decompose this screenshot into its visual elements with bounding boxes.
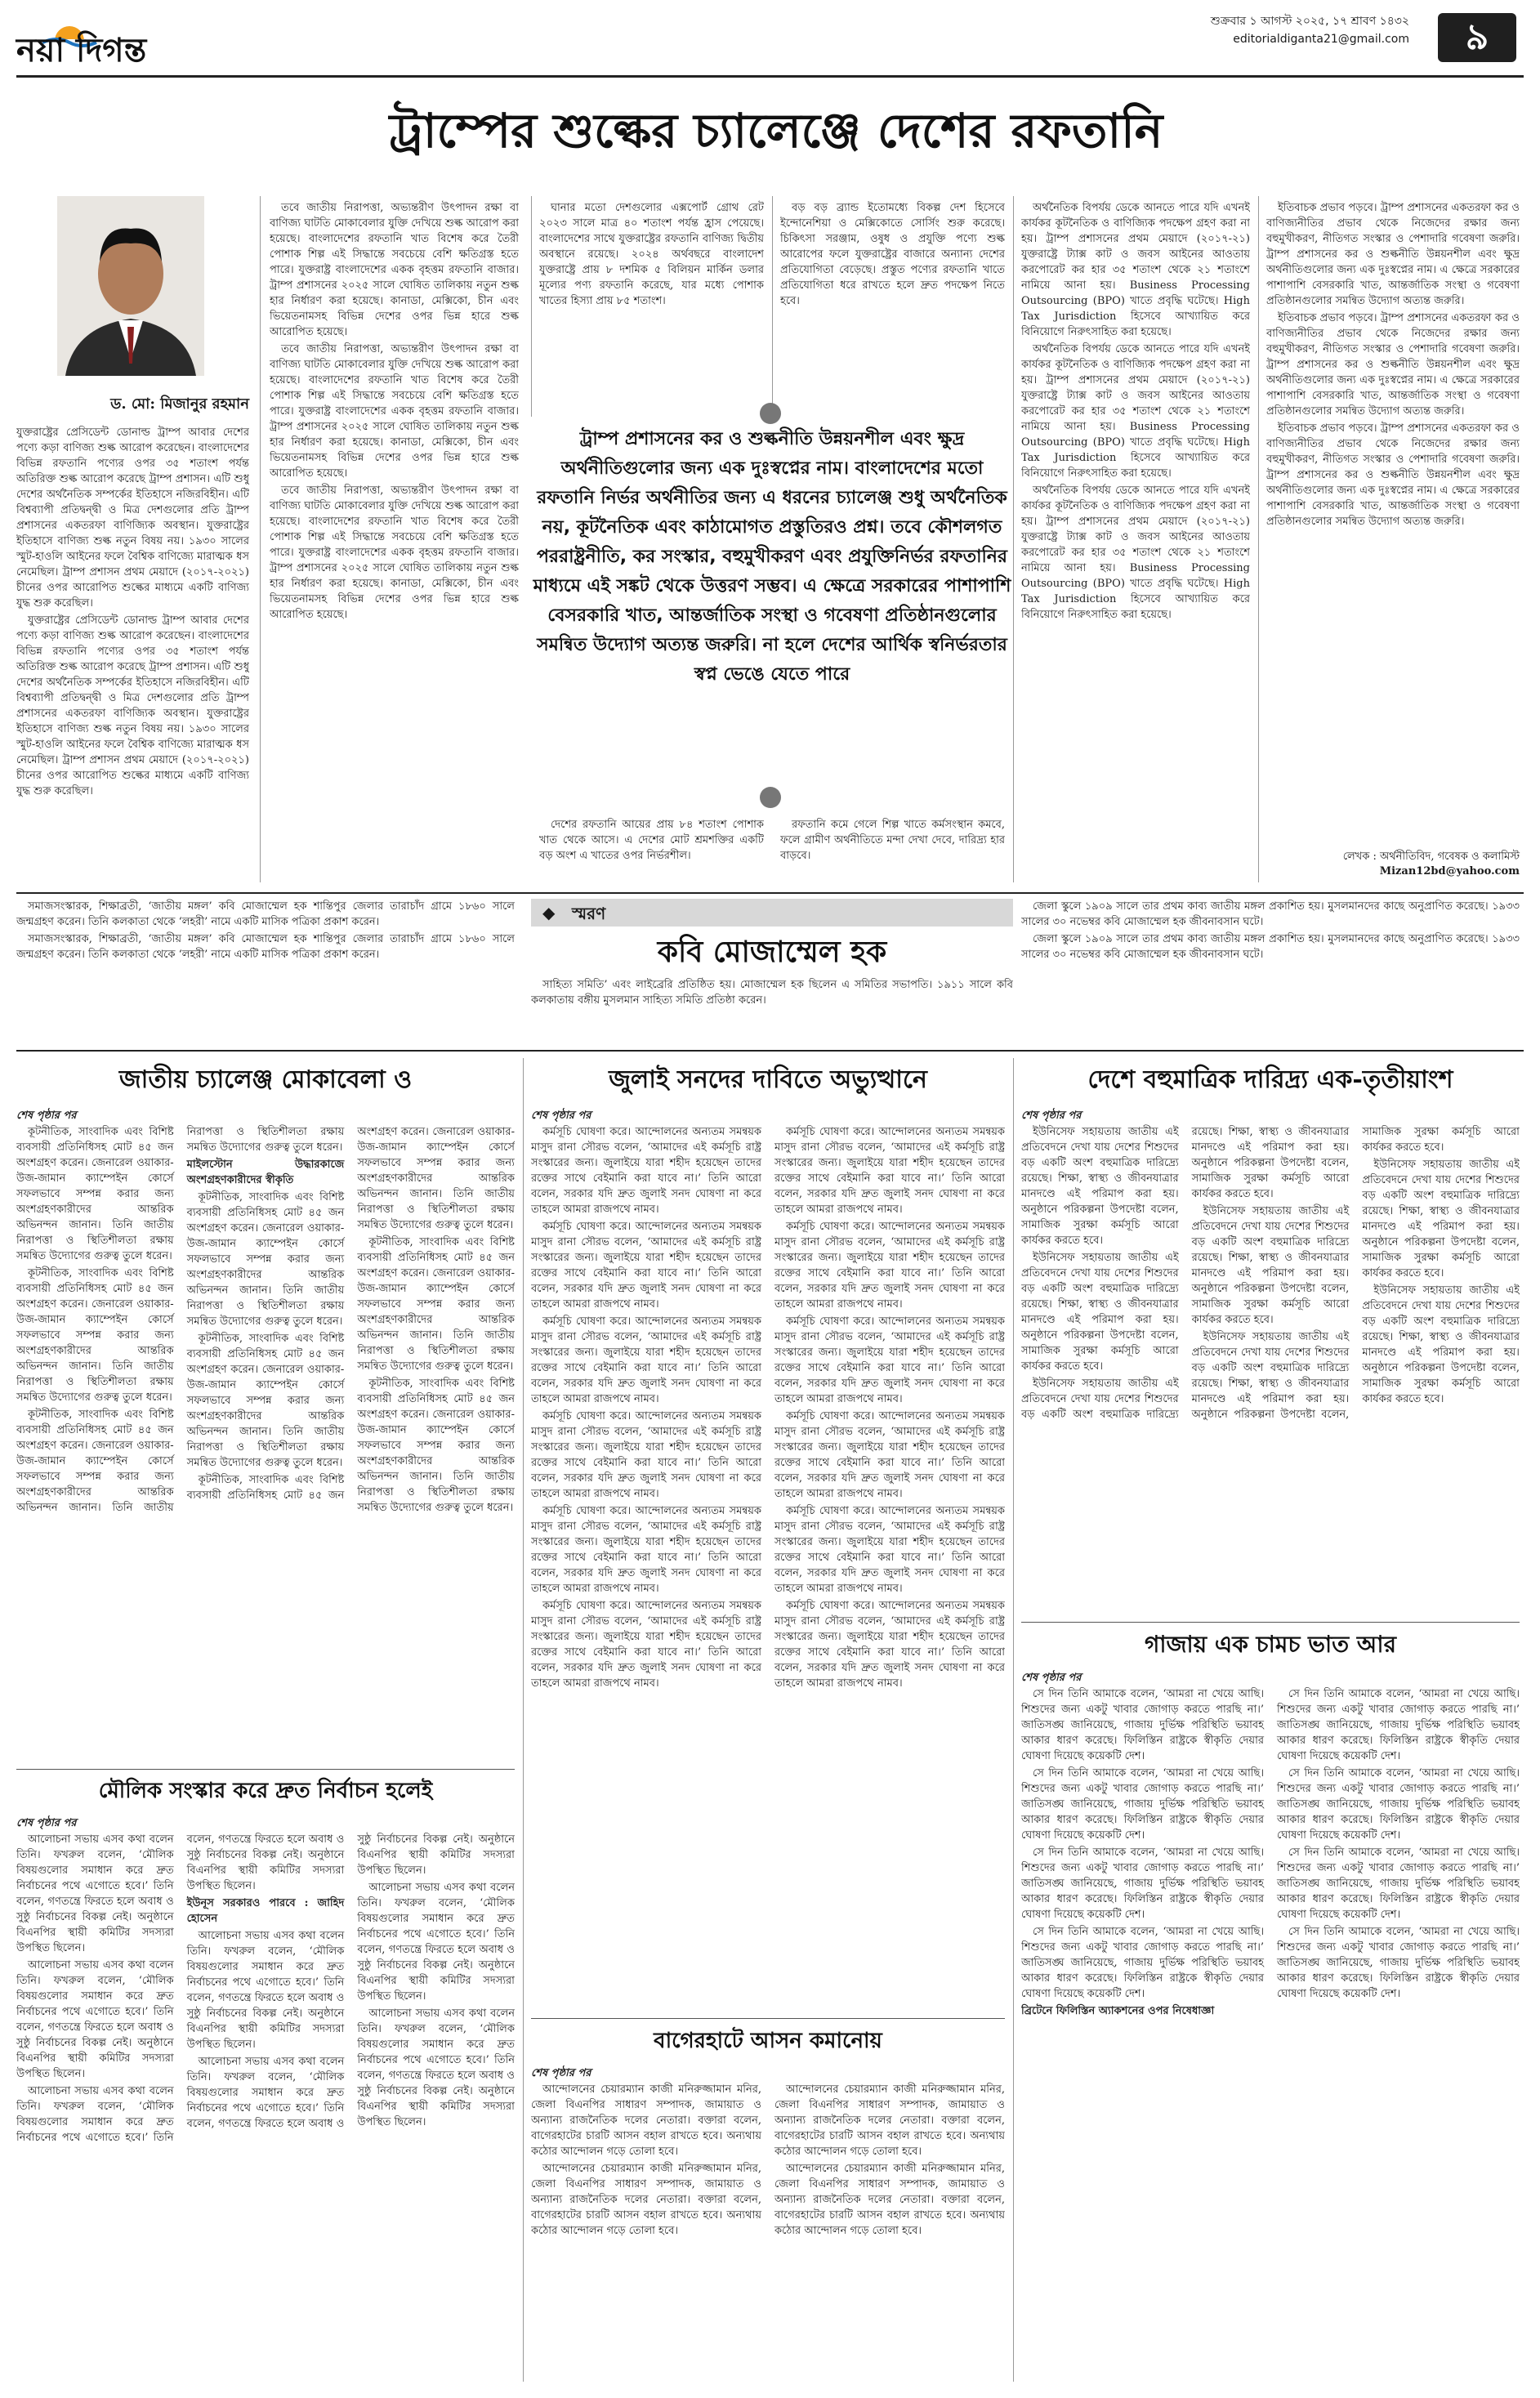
story-para: কূটনীতিক, সাংবাদিক এবং বিশিষ্ট ব্যবসায়ী প্রতিনিধিসহ মোট ৪৫ জন অংশগ্রহণ করেন। জেনারেল ওয়াকার-উজ-জামান ক্যাম্পেইন কোর্সে সফলভাবে সম্পন্ন করার জন্য অংশগ্রহণকারীদের আন্তরিক অভিনন্দন জানান। তিনি জাতীয় নিরাপত্তা ও স্থিতিশীলতা রক্ষায় সমন্বিত উদ্যোগের গুরুত্ব তুলে ধরেন। bbox=[16, 1126, 174, 1262]
author-photo bbox=[57, 196, 204, 376]
story-headline[interactable]: জুলাই সনদের দাবিতে অভ্যুত্থানে bbox=[609, 1065, 927, 1094]
story-para: সে দিন তিনি আমাকে বলেন, ‘আমরা না খেয়ে আছি। শিশুদের জন্য একটু খাবার জোগাড় করতে পারছি না।’ জাতিসঙ্ঘ জানিয়েছে, গাজায় দুর্ভিক্ষ পরিস্থিতি ভয়াবহ আকার ধারণ করেছে। ফিলিস্তিন রাষ্ট্রকে স্বীকৃতি দেয়ার ঘোষণা দিয়েছে কয়েকটি দেশ। bbox=[1021, 1688, 1264, 1762]
story-para: ইউনিসেফ সহায়তায় জাতীয় এই প্রতিবেদনে দেখা যায় দেশের শিশুদের বড় একটি অংশ বহুমাত্রিক দারিদ্র্যে রয়েছে। শিক্ষা, স্বাস্থ্য ও জীবনযাত্রার মানদণ্ডে এই পরিমাপ করা হয়। অনুষ্ঠানে পরিকল্পনা উপদেষ্টা বলেন, সামাজিক সুরক্ষা কর্মসূচি আরো কার্যকর করতে হবে। bbox=[1021, 1126, 1179, 1247]
memorial-left-para: সমাজসংস্কারক, শিক্ষাব্রতী, ‘জাতীয় মঙ্গল’ কবি মোজাম্মেল হক শান্তিপুর জেলার তারাচাঁদ গ্রামে ১৮৬০ সালে জন্মগ্রহণ করেন। তিনি কলকাতা থেকে ‘লহরী’ নামে একটি মাসিক পত্রিকা প্রকাশ করেন। bbox=[16, 900, 515, 928]
pullquote-ornament-bottom bbox=[760, 787, 781, 808]
story-headline[interactable]: গাজায় এক চামচ ভাত আর bbox=[1145, 1631, 1396, 1658]
story-subhead: মাইলস্টোন উদ্ধারকাজে অংশগ্রহণকারীদের স্বীকৃতি bbox=[186, 1159, 345, 1186]
col-divider bbox=[1258, 196, 1259, 882]
story-para: সে দিন তিনি আমাকে বলেন, ‘আমরা না খেয়ে আছি। শিশুদের জন্য একটু খাবার জোগাড় করতে পারছি না।’ জাতিসঙ্ঘ জানিয়েছে, গাজায় দুর্ভিক্ষ পরিস্থিতি ভয়াবহ আকার ধারণ করেছে। ফিলিস্তিন রাষ্ট্রকে স্বীকৃতি দেয়ার ঘোষণা দিয়েছে কয়েকটি দেশ। bbox=[1277, 1847, 1520, 1921]
lead-col1-para: যুক্তরাষ্ট্রের প্রেসিডেন্ট ডোনাল্ড ট্রাম্প আবার দেশের পণ্যে কড়া বাণিজ্য শুল্ক আরোপ করেছেন। বাংলাদেশের বিভিন্ন রফতানি পণ্যের ওপর ৩৫ শতাংশ পর্যন্ত অতিরিক্ত শুল্ক আরোপ করেছে ট্রাম্প প্রশাসন। এটি শুধু দেশের অর্থনৈতিক সম্পর্কের ইতিহাসে নজিরবিহীন। এটি বিশ্বব্যাপী প্রতিদ্বন্দ্বী ও মিত্র দেশগুলোর প্রতি ট্রাম্প প্রশাসনের একতরফা বাণিজ্যিক অবস্থান। যুক্তরাষ্ট্রের ইতিহাসে বাণিজ্য শুল্ক নতুন বিষয় নয়। ১৯৩০ সালের স্মুট-হাওলি আইনের ফলে বৈশ্বিক বাণিজ্যে মারাত্মক ধস নেমেছিল। ট্রাম্প প্রশাসন প্রথম মেয়াদে (২০১৭-২০২১) চীনের ওপর আরোপিত শুল্কের মাধ্যমে একটি বাণিজ্য যুদ্ধ শুরু করেছিল। bbox=[16, 426, 249, 610]
story-para: কর্মসূচি ঘোষণা করে। আন্দোলনের অন্যতম সমন্বয়ক মাসুদ রানা সৌরভ বলেন, ‘আমাদের এই কর্মসূচি রাষ্ট্র সংস্কারের জন্য। জুলাইয়ে যারা শহীদ হয়েছেন তাদের রক্তের সাথে বেইমানি করা যাবে না।’ তিনি আরো বলেন, সরকার যদি দ্রুত জুলাই সনদ ঘোষণা না করে তাহলে আমরা রাজপথে নামব। bbox=[774, 1221, 1005, 1311]
editorial-email[interactable]: editorialdiganta21@gmail.com bbox=[1233, 33, 1409, 46]
story-para: আলোচনা সভায় এসব কথা বলেন তিনি। ফখরুল বলেন, ‘মৌলিক বিষয়গুলোর সমাধান করে দ্রুত নির্বাচনের পথে এগোতে হবে।’ তিনি বলেন, গণতন্ত্রে ফিরতে হলে অবাধ ও সুষ্ঠু নির্বাচনের বিকল্প নেই। অনুষ্ঠানে বিএনপির স্থায়ী কমিটির সদস্যরা উপস্থিত ছিলেন। bbox=[16, 1833, 345, 2144]
story-headline[interactable]: দেশে বহুমাত্রিক দারিদ্র্য এক-তৃতীয়াংশ bbox=[1087, 1065, 1453, 1094]
story-para: আলোচনা সভায় এসব কথা বলেন তিনি। ফখরুল বলেন, ‘মৌলিক বিষয়গুলোর সমাধান করে দ্রুত নির্বাচনের পথে এগোতে হবে।’ তিনি বলেন, গণতন্ত্রে ফিরতে হলে অবাধ ও সুষ্ঠু নির্বাচনের বিকল্প নেই। অনুষ্ঠানে বিএনপির স্থায়ী কমিটির সদস্যরা উপস্থিত ছিলেন। bbox=[186, 1833, 515, 2130]
story-para: কূটনীতিক, সাংবাদিক এবং বিশিষ্ট ব্যবসায়ী প্রতিনিধিসহ মোট ৪৫ জন অংশগ্রহণ করেন। জেনারেল ওয়াকার-উজ-জামান ক্যাম্পেইন কোর্সে সফলভাবে সম্পন্ন করার জন্য অংশগ্রহণকারীদের আন্তরিক অভিনন্দন জানান। তিনি জাতীয় নিরাপত্তা ও স্থিতিশীলতা রক্ষায় সমন্বিত উদ্যোগের গুরুত্ব তুলে ধরেন। bbox=[16, 1126, 345, 1514]
story-para: কূটনীতিক, সাংবাদিক এবং বিশিষ্ট ব্যবসায়ী প্রতিনিধিসহ মোট ৪৫ জন অংশগ্রহণ করেন। জেনারেল ওয়াকার-উজ-জামান ক্যাম্পেইন কোর্সে সফলভাবে সম্পন্ন করার জন্য অংশগ্রহণকারীদের আন্তরিক অভিনন্দন জানান। তিনি জাতীয় নিরাপত্তা ও স্থিতিশীলতা রক্ষায় সমন্বিত উদ্যোগের গুরুত্ব তুলে ধরেন। bbox=[186, 1333, 345, 1469]
col-divider bbox=[1013, 196, 1014, 882]
story-kicker: শেষ পৃষ্ঠার পর bbox=[16, 1817, 77, 1829]
story-para: আলোচনা সভায় এসব কথা বলেন তিনি। ফখরুল বলেন, ‘মৌলিক বিষয়গুলোর সমাধান করে দ্রুত নির্বাচনের পথে এগোতে হবে।’ তিনি বলেন, গণতন্ত্রে ফিরতে হলে অবাধ ও সুষ্ঠু নির্বাচনের বিকল্প নেই। অনুষ্ঠানে বিএনপির স্থায়ী কমিটির সদস্যরা উপস্থিত ছিলেন। bbox=[16, 1833, 174, 1954]
col-divider bbox=[531, 196, 532, 417]
memorial-mid bbox=[531, 977, 1013, 1043]
col-divider bbox=[772, 196, 773, 417]
col-divider bbox=[260, 196, 261, 882]
lead-col4-para: বড় বড় ব্র্যান্ড ইতোমধ্যে বিকল্প দেশ হিসেবে ইন্দোনেশিয়া ও মেক্সিকোতে সোর্সিং শুরু করেছে। চিকিৎসা সরঞ্জাম, ওষুধ ও প্রযুক্তি পণ্যে শুল্ক আরোপের ফলে যুক্তরাষ্ট্রের বাজারে অন্যান্য দেশের প্রতিযোগিতা বেড়েছে। প্রস্তুত পণ্যের রফতানি খাতে প্রতিযোগিতা ধরে রাখতে হলে দ্রুত পদক্ষেপ নিতে হবে। bbox=[780, 202, 1005, 307]
story-body bbox=[16, 1832, 515, 2379]
memorial-bullet-icon: ◆ bbox=[542, 903, 556, 922]
story-body bbox=[531, 2082, 1005, 2380]
story-para: কর্মসূচি ঘোষণা করে। আন্দোলনের অন্যতম সমন্বয়ক মাসুদ রানা সৌরভ বলেন, ‘আমাদের এই কর্মসূচি রাষ্ট্র সংস্কারের জন্য। জুলাইয়ে যারা শহীদ হয়েছেন তাদের রক্তের সাথে বেইমানি করা যাবে না।’ তিনি আরো বলেন, সরকার যদি দ্রুত জুলাই সনদ ঘোষণা না করে তাহলে আমরা রাজপথে নামব। bbox=[774, 1126, 1005, 1216]
lead-below-para: দেশের রফতানি আয়ের প্রায় ৮৪ শতাংশ পোশাক খাত থেকে আসে। এ দেশের মোট শ্রমশক্তির একটি বড় অংশ এ খাতের ওপর নির্ভরশীল। bbox=[539, 819, 764, 862]
story-para: সে দিন তিনি আমাকে বলেন, ‘আমরা না খেয়ে আছি। শিশুদের জন্য একটু খাবার জোগাড় করতে পারছি না।’ জাতিসঙ্ঘ জানিয়েছে, গাজায় দুর্ভিক্ষ পরিস্থিতি ভয়াবহ আকার ধারণ করেছে। ফিলিস্তিন রাষ্ট্রকে স্বীকৃতি দেয়ার ঘোষণা দিয়েছে কয়েকটি দেশ। bbox=[1021, 1926, 1264, 2000]
memorial-right-para: জেলা স্কুলে ১৯০৯ সালে তার প্রথম কাব্য জাতীয় মঙ্গল প্রকাশিত হয়। মুসলমানদের কাছে অনুপ্রাণিত করেছে। ১৯৩৩ সালের ৩০ নভেম্বর কবি মোজাম্মেল হক জীবনাবসান ঘটে। bbox=[1021, 933, 1520, 961]
story-rule bbox=[16, 1769, 515, 1770]
lead-below-1 bbox=[539, 817, 764, 882]
story-para: কর্মসূচি ঘোষণা করে। আন্দোলনের অন্যতম সমন্বয়ক মাসুদ রানা সৌরভ বলেন, ‘আমাদের এই কর্মসূচি রাষ্ট্র সংস্কারের জন্য। জুলাইয়ে যারা শহীদ হয়েছেন তাদের রক্তের সাথে বেইমানি করা যাবে না।’ তিনি আরো বলেন, সরকার যদি দ্রুত জুলাই সনদ ঘোষণা না করে তাহলে আমরা রাজপথে নামব। bbox=[774, 1410, 1005, 1500]
lead-column-2 bbox=[270, 200, 519, 882]
lead-column-3 bbox=[539, 200, 764, 417]
story-para: কর্মসূচি ঘোষণা করে। আন্দোলনের অন্যতম সমন্বয়ক মাসুদ রানা সৌরভ বলেন, ‘আমাদের এই কর্মসূচি রাষ্ট্র সংস্কারের জন্য। জুলাইয়ে যারা শহীদ হয়েছেন তাদের রক্তের সাথে বেইমানি করা যাবে না।’ তিনি আরো বলেন, সরকার যদি দ্রুত জুলাই সনদ ঘোষণা না করে তাহলে আমরা রাজপথে নামব। bbox=[531, 1221, 761, 1311]
story-para: সে দিন তিনি আমাকে বলেন, ‘আমরা না খেয়ে আছি। শিশুদের জন্য একটু খাবার জোগাড় করতে পারছি না।’ জাতিসঙ্ঘ জানিয়েছে, গাজায় দুর্ভিক্ষ পরিস্থিতি ভয়াবহ আকার ধারণ করেছে। ফিলিস্তিন রাষ্ট্রকে স্বীকৃতি দেয়ার ঘোষণা দিয়েছে কয়েকটি দেশ। bbox=[1021, 1847, 1264, 1921]
story-para: কর্মসূচি ঘোষণা করে। আন্দোলনের অন্যতম সমন্বয়ক মাসুদ রানা সৌরভ বলেন, ‘আমাদের এই কর্মসূচি রাষ্ট্র সংস্কারের জন্য। জুলাইয়ে যারা শহীদ হয়েছেন তাদের রক্তের সাথে বেইমানি করা যাবে না।’ তিনি আরো বলেন, সরকার যদি দ্রুত জুলাই সনদ ঘোষণা না করে তাহলে আমরা রাজপথে নামব। bbox=[531, 1126, 761, 1216]
section-rule bbox=[16, 1050, 1524, 1052]
story-para: কূটনীতিক, সাংবাদিক এবং বিশিষ্ট ব্যবসায়ী প্রতিনিধিসহ মোট ৪৫ জন অংশগ্রহণ করেন। জেনারেল ওয়াকার-উজ-জামান ক্যাম্পেইন কোর্সে সফলভাবে সম্পন্ন করার জন্য অংশগ্রহণকারীদের আন্তরিক অভিনন্দন জানান। তিনি জাতীয় নিরাপত্তা ও স্থিতিশীলতা রক্ষায় সমন্বিত উদ্যোগের গুরুত্ব তুলে ধরেন। bbox=[186, 1191, 345, 1328]
lead-col6-para: ইতিবাচক প্রভাব পড়বে। ট্রাম্প প্রশাসনের একতরফা কর ও বাণিজ্যনীতির প্রভাব থেকে নিজেদের রক্ষার জন্য বহুমুখীকরণ, নীতিগত সংস্কার ও পেশাদারি গবেষণা জরুরি। ট্রাম্প প্রশাসনের কর ও শুল্কনীতি উন্নয়নশীল এবং ক্ষুদ্র অর্থনীতিগুলোর জন্য এক দুঃস্বপ্নের নাম। এ ক্ষেত্রে সরকারের পাশাপাশি বেসরকারি খাত, আন্তর্জাতিক সংস্থা ও গবেষণা প্রতিষ্ঠানগুলোর সমন্বিত উদ্যোগ অত্যন্ত জরুরি। bbox=[1266, 312, 1520, 418]
story-para: সে দিন তিনি আমাকে বলেন, ‘আমরা না খেয়ে আছি। শিশুদের জন্য একটু খাবার জোগাড় করতে পারছি না।’ জাতিসঙ্ঘ জানিয়েছে, গাজায় দুর্ভিক্ষ পরিস্থিতি ভয়াবহ আকার ধারণ করেছে। ফিলিস্তিন রাষ্ট্রকে স্বীকৃতি দেয়ার ঘোষণা দিয়েছে কয়েকটি দেশ। bbox=[1277, 1926, 1520, 2000]
story-para: ইউনিসেফ সহায়তায় জাতীয় এই প্রতিবেদনে দেখা যায় দেশের শিশুদের বড় একটি অংশ বহুমাত্রিক দারিদ্র্যে রয়েছে। শিক্ষা, স্বাস্থ্য ও জীবনযাত্রার মানদণ্ডে এই পরিমাপ করা হয়। অনুষ্ঠানে পরিকল্পনা উপদেষ্টা বলেন, সামাজিক সুরক্ষা কর্মসূচি আরো কার্যকর করতে হবে। bbox=[1191, 1126, 1520, 1421]
story-para: আন্দোলনের চেয়ারম্যান কাজী মনিরুজ্জামান মনির, জেলা বিএনপির সাধারণ সম্পাদক, জামায়াত ও অন্যান্য রাজনৈতিক দলের নেতারা। বক্তারা বলেন, বাগেরহাটের চারটি আসন বহাল রাখতে হবে। অন্যথায় কঠোর আন্দোলন গড়ে তোলা হবে। bbox=[531, 2163, 761, 2237]
lead-col1-para: যুক্তরাষ্ট্রের প্রেসিডেন্ট ডোনাল্ড ট্রাম্প আবার দেশের পণ্যে কড়া বাণিজ্য শুল্ক আরোপ করেছেন। বাংলাদেশের বিভিন্ন রফতানি পণ্যের ওপর ৩৫ শতাংশ পর্যন্ত অতিরিক্ত শুল্ক আরোপ করেছে ট্রাম্প প্রশাসন। এটি শুধু দেশের অর্থনৈতিক সম্পর্কের ইতিহাসে নজিরবিহীন। এটি বিশ্বব্যাপী প্রতিদ্বন্দ্বী ও মিত্র দেশগুলোর প্রতি ট্রাম্প প্রশাসনের একতরফা বাণিজ্যিক অবস্থান। যুক্তরাষ্ট্রের ইতিহাসে বাণিজ্য শুল্ক নতুন বিষয় নয়। ১৯৩০ সালের স্মুট-হাওলি আইনের ফলে বৈশ্বিক বাণিজ্যে মারাত্মক ধস নেমেছিল। ট্রাম্প প্রশাসন প্রথম মেয়াদে (২০১৭-২০২১) চীনের ওপর আরোপিত শুল্কের মাধ্যমে একটি বাণিজ্য যুদ্ধ শুরু করেছিল। bbox=[16, 614, 249, 797]
lead-below-2 bbox=[780, 817, 1005, 882]
story-para: কর্মসূচি ঘোষণা করে। আন্দোলনের অন্যতম সমন্বয়ক মাসুদ রানা সৌরভ বলেন, ‘আমাদের এই কর্মসূচি রাষ্ট্র সংস্কারের জন্য। জুলাইয়ে যারা শহীদ হয়েছেন তাদের রক্তের সাথে বেইমানি করা যাবে না।’ তিনি আরো বলেন, সরকার যদি দ্রুত জুলাই সনদ ঘোষণা না করে তাহলে আমরা রাজপথে নামব। bbox=[774, 1315, 1005, 1405]
lead-col5-para: অর্থনৈতিক বিপর্যয় ডেকে আনতে পারে যদি এখনই কার্যকর কূটনৈতিক ও বাণিজ্যিক পদক্ষেপ গ্রহণ করা না হয়। ট্রাম্প প্রশাসনের প্রথম মেয়াদে (২০১৭-২১) যুক্তরাষ্ট্রে ট্যাক্স কাট ও জবস আইনের আওতায় করপোরেট কর হার ৩৫ শতাংশ থেকে ২১ শতাংশে নামিয়ে আনা হয়। Business Processing Outsourcing (BPO) খাতে প্রবৃদ্ধি ঘটেছে। High Tax Jurisdiction হিসেবে আখ্যায়িত করে বিনিয়োগে নিরুৎসাহিত করা হয়েছে। bbox=[1021, 485, 1250, 621]
story-subhead: ব্রিটেনে ফিলিস্তিন অ্যাকশনের ওপর নিষেধাজ্ঞা bbox=[1021, 2005, 1215, 2017]
story-para: সে দিন তিনি আমাকে বলেন, ‘আমরা না খেয়ে আছি। শিশুদের জন্য একটু খাবার জোগাড় করতে পারছি না।’ জাতিসঙ্ঘ জানিয়েছে, গাজায় দুর্ভিক্ষ পরিস্থিতি ভয়াবহ আকার ধারণ করেছে। ফিলিস্তিন রাষ্ট্রকে স্বীকৃতি দেয়ার ঘোষণা দিয়েছে কয়েকটি দেশ। bbox=[1277, 1767, 1520, 1842]
memorial-mid-para: সাহিত্য সমিতি’ এবং লাইব্রেরি প্রতিষ্ঠিত হয়। মোজাম্মেল হক ছিলেন এ সমিতির সভাপতি। ১৯১১ সালে কবি কলকাতায় বঙ্গীয় মুসলমান সাহিত্য সমিতি প্রতিষ্ঠা করেন। bbox=[531, 979, 1013, 1007]
story-para: কর্মসূচি ঘোষণা করে। আন্দোলনের অন্যতম সমন্বয়ক মাসুদ রানা সৌরভ বলেন, ‘আমাদের এই কর্মসূচি রাষ্ট্র সংস্কারের জন্য। জুলাইয়ে যারা শহীদ হয়েছেন তাদের রক্তের সাথে বেইমানি করা যাবে না।’ তিনি আরো বলেন, সরকার যদি দ্রুত জুলাই সনদ ঘোষণা না করে তাহলে আমরা রাজপথে নামব। bbox=[531, 1505, 761, 1595]
masthead-rule bbox=[16, 75, 1524, 78]
col-divider bbox=[1013, 1058, 1014, 2382]
lead-column-6 bbox=[1266, 200, 1520, 846]
story-para: কর্মসূচি ঘোষণা করে। আন্দোলনের অন্যতম সমন্বয়ক মাসুদ রানা সৌরভ বলেন, ‘আমাদের এই কর্মসূচি রাষ্ট্র সংস্কারের জন্য। জুলাইয়ে যারা শহীদ হয়েছেন তাদের রক্তের সাথে বেইমানি করা যাবে না।’ তিনি আরো বলেন, সরকার যদি দ্রুত জুলাই সনদ ঘোষণা না করে তাহলে আমরা রাজপথে নামব। bbox=[531, 1410, 761, 1500]
memorial-headline: কবি মোজাম্মেল হক bbox=[657, 935, 887, 969]
memorial-left-para: সমাজসংস্কারক, শিক্ষাব্রতী, ‘জাতীয় মঙ্গল’ কবি মোজাম্মেল হক শান্তিপুর জেলার তারাচাঁদ গ্রামে ১৮৬০ সালে জন্মগ্রহণ করেন। তিনি কলকাতা থেকে ‘লহরী’ নামে একটি মাসিক পত্রিকা প্রকাশ করেন। bbox=[16, 933, 515, 961]
story-rule bbox=[1021, 1622, 1520, 1623]
issue-date: শুক্রবার ১ আগস্ট ২০২৫, ১৭ শ্রাবণ ১৪৩২ bbox=[1210, 15, 1409, 28]
story-para: আলোচনা সভায় এসব কথা বলেন তিনি। ফখরুল বলেন, ‘মৌলিক বিষয়গুলোর সমাধান করে দ্রুত নির্বাচনের পথে এগোতে হবে।’ তিনি বলেন, গণতন্ত্রে ফিরতে হলে অবাধ ও সুষ্ঠু নির্বাচনের বিকল্প নেই। অনুষ্ঠানে বিএনপির স্থায়ী কমিটির সদস্যরা উপস্থিত ছিলেন। bbox=[16, 1959, 174, 2080]
story-headline[interactable]: বাগেরহাটে আসন কমানোয় bbox=[654, 2029, 882, 2053]
memorial-label-bar bbox=[531, 899, 1013, 927]
page-number: ৯ bbox=[1465, 16, 1489, 58]
lead-column-1 bbox=[16, 425, 249, 882]
story-para: সে দিন তিনি আমাকে বলেন, ‘আমরা না খেয়ে আছি। শিশুদের জন্য একটু খাবার জোগাড় করতে পারছি না।’ জাতিসঙ্ঘ জানিয়েছে, গাজায় দুর্ভিক্ষ পরিস্থিতি ভয়াবহ আকার ধারণ করেছে। ফিলিস্তিন রাষ্ট্রকে স্বীকৃতি দেয়ার ঘোষণা দিয়েছে কয়েকটি দেশ। bbox=[1021, 1767, 1264, 1842]
pullquote-text: ট্রাম্প প্রশাসনের কর ও শুল্কনীতি উন্নয়নশীল এবং ক্ষুদ্র অর্থনীতিগুলোর জন্য এক দুঃস্বপ্নের নাম। বাংলাদেশের মতো রফতানি নির্ভর অর্থনীতির জন্য এ ধরনের চ্যালেঞ্জ শুধু অর্থনৈতিক নয়, কূটনৈতিক এবং কাঠামোগত প্রস্তুতিরও প্রশ্ন। তবে কৌশলগত পররাষ্ট্রনীতি, কর সংস্কার, বহুমুখীকরণ এবং প্রযুক্তিনির্ভর রফতানির মাধ্যমে এই সঙ্কট থেকে উত্তরণ সম্ভব। এ ক্ষেত্রে সরকারের পাশাপাশি বেসরকারি খাত, আন্তর্জাতিক সংস্থা ও গবেষণা প্রতিষ্ঠানগুলোর সমন্বিত উদ্যোগ অত্যন্ত জরুরি। না হলে দেশের আর্থিক স্বনির্ভরতার স্বপ্ন ভেঙে যেতে পারে bbox=[533, 429, 1011, 685]
lead-col2-para: তবে জাতীয় নিরাপত্তা, অভ্যন্তরীণ উৎপাদন রক্ষা বা বাণিজ্য ঘাটতি মোকাবেলার যুক্তি দেখিয়ে শুল্ক আরোপ করা হয়েছে। বাংলাদেশের রফতানি খাত বিশেষ করে তৈরী পোশাক শিল্প এই সিদ্ধান্তে সবচেয়ে বেশি ক্ষতিগ্রস্ত হতে পারে। যুক্তরাষ্ট্র বাংলাদেশের একক বৃহত্তম রফতানি বাজার। ট্রাম্প প্রশাসনের ২০২৫ সালে ঘোষিত তালিকায় নতুন শুল্ক হার নির্ধারণ করা হয়েছে। কানাডা, মেক্সিকো, চীন এবং ভিয়েতনামসহ বিভিন্ন দেশের ওপর ভিন্ন হারে শুল্ক আরোপিত হয়েছে। bbox=[270, 202, 519, 338]
newspaper-logo[interactable] bbox=[16, 15, 286, 69]
story-para: কূটনীতিক, সাংবাদিক এবং বিশিষ্ট ব্যবসায়ী প্রতিনিধিসহ মোট ৪৫ জন অংশগ্রহণ করেন। জেনারেল ওয়াকার-উজ-জামান ক্যাম্পেইন কোর্সে সফলভাবে সম্পন্ন করার জন্য অংশগ্রহণকারীদের আন্তরিক অভিনন্দন জানান। তিনি জাতীয় নিরাপত্তা ও স্থিতিশীলতা রক্ষায় সমন্বিত উদ্যোগের গুরুত্ব তুলে ধরেন। bbox=[357, 1236, 515, 1373]
story-para: ইউনিসেফ সহায়তায় জাতীয় এই প্রতিবেদনে দেখা যায় দেশের শিশুদের বড় একটি অংশ বহুমাত্রিক দারিদ্র্যে রয়েছে। শিক্ষা, স্বাস্থ্য ও জীবনযাত্রার মানদণ্ডে এই পরিমাপ করা হয়। অনুষ্ঠানে পরিকল্পনা উপদেষ্টা বলেন, সামাজিক সুরক্ষা কর্মসূচি আরো কার্যকর করতে হবে। bbox=[1362, 1159, 1520, 1279]
story-kicker: শেষ পৃষ্ঠার পর bbox=[531, 2067, 591, 2079]
author-portrait-icon bbox=[57, 196, 204, 376]
memorial-box bbox=[531, 899, 1013, 1044]
story-para: কূটনীতিক, সাংবাদিক এবং বিশিষ্ট ব্যবসায়ী প্রতিনিধিসহ মোট ৪৫ জন অংশগ্রহণ করেন। জেনারেল ওয়াকার-উজ-জামান ক্যাম্পেইন কোর্সে সফলভাবে সম্পন্ন করার জন্য অংশগ্রহণকারীদের আন্তরিক অভিনন্দন জানান। তিনি জাতীয় নিরাপত্তা ও স্থিতিশীলতা রক্ষায় সমন্বিত উদ্যোগের গুরুত্ব তুলে ধরেন। bbox=[186, 1126, 515, 1502]
story-subhead: ইউনূস সরকারও পারবে : জাহিদ হোসেন bbox=[186, 1897, 345, 1925]
lead-col6-para: ইতিবাচক প্রভাব পড়বে। ট্রাম্প প্রশাসনের একতরফা কর ও বাণিজ্যনীতির প্রভাব থেকে নিজেদের রক্ষার জন্য বহুমুখীকরণ, নীতিগত সংস্কার ও পেশাদারি গবেষণা জরুরি। ট্রাম্প প্রশাসনের কর ও শুল্কনীতি উন্নয়নশীল এবং ক্ষুদ্র অর্থনীতিগুলোর জন্য এক দুঃস্বপ্নের নাম। এ ক্ষেত্রে সরকারের পাশাপাশি বেসরকারি খাত, আন্তর্জাতিক সংস্থা ও গবেষণা প্রতিষ্ঠানগুলোর সমন্বিত উদ্যোগ অত্যন্ত জরুরি। bbox=[1266, 422, 1520, 528]
story-para: আন্দোলনের চেয়ারম্যান কাজী মনিরুজ্জামান মনির, জেলা বিএনপির সাধারণ সম্পাদক, জামায়াত ও অন্যান্য রাজনৈতিক দলের নেতারা। বক্তারা বলেন, বাগেরহাটের চারটি আসন বহাল রাখতে হবে। অন্যথায় কঠোর আন্দোলন গড়ে তোলা হবে। bbox=[774, 2083, 1005, 2158]
signoff-role: লেখক : অর্থনীতিবিদ, গবেষক ও কলামিস্ট bbox=[1342, 851, 1520, 863]
page-number-badge bbox=[1438, 13, 1516, 62]
lead-column-4 bbox=[780, 200, 1005, 417]
story-rule bbox=[531, 2018, 1005, 2019]
story-body bbox=[16, 1124, 515, 1762]
section-rule bbox=[16, 892, 1524, 894]
story-para: সে দিন তিনি আমাকে বলেন, ‘আমরা না খেয়ে আছি। শিশুদের জন্য একটু খাবার জোগাড় করতে পারছি না।’ জাতিসঙ্ঘ জানিয়েছে, গাজায় দুর্ভিক্ষ পরিস্থিতি ভয়াবহ আকার ধারণ করেছে। ফিলিস্তিন রাষ্ট্রকে স্বীকৃতি দেয়ার ঘোষণা দিয়েছে কয়েকটি দেশ। bbox=[1277, 1688, 1520, 1762]
story-body bbox=[1021, 1124, 1520, 1614]
story-para: ইউনিসেফ সহায়তায় জাতীয় এই প্রতিবেদনে দেখা যায় দেশের শিশুদের বড় একটি অংশ বহুমাত্রিক দারিদ্র্যে রয়েছে। শিক্ষা, স্বাস্থ্য ও জীবনযাত্রার মানদণ্ডে এই পরিমাপ করা হয়। অনুষ্ঠানে পরিকল্পনা উপদেষ্টা বলেন, সামাজিক সুরক্ষা কর্মসূচি আরো কার্যকর করতে হবে। bbox=[1021, 1252, 1179, 1373]
memorial-section-label: স্মরণ bbox=[572, 904, 606, 923]
author-byline: ড. মো: মিজানুর রহমান bbox=[110, 395, 249, 413]
lead-col5-para: অর্থনৈতিক বিপর্যয় ডেকে আনতে পারে যদি এখনই কার্যকর কূটনৈতিক ও বাণিজ্যিক পদক্ষেপ গ্রহণ করা না হয়। ট্রাম্প প্রশাসনের প্রথম মেয়াদে (২০১৭-২১) যুক্তরাষ্ট্রে ট্যাক্স কাট ও জবস আইনের আওতায় করপোরেট কর হার ৩৫ শতাংশ থেকে ২১ শতাংশে নামিয়ে আনা হয়। Business Processing Outsourcing (BPO) খাতে প্রবৃদ্ধি ঘটেছে। High Tax Jurisdiction হিসেবে আখ্যায়িত করে বিনিয়োগে নিরুৎসাহিত করা হয়েছে। bbox=[1021, 202, 1250, 338]
story-para: আন্দোলনের চেয়ারম্যান কাজী মনিরুজ্জামান মনির, জেলা বিএনপির সাধারণ সম্পাদক, জামায়াত ও অন্যান্য রাজনৈতিক দলের নেতারা। বক্তারা বলেন, বাগেরহাটের চারটি আসন বহাল রাখতে হবে। অন্যথায় কঠোর আন্দোলন গড়ে তোলা হবে। bbox=[531, 2083, 761, 2158]
story-para: কর্মসূচি ঘোষণা করে। আন্দোলনের অন্যতম সমন্বয়ক মাসুদ রানা সৌরভ বলেন, ‘আমাদের এই কর্মসূচি রাষ্ট্র সংস্কারের জন্য। জুলাইয়ে যারা শহীদ হয়েছেন তাদের রক্তের সাথে বেইমানি করা যাবে না।’ তিনি আরো বলেন, সরকার যদি দ্রুত জুলাই সনদ ঘোষণা না করে তাহলে আমরা রাজপথে নামব। bbox=[531, 1600, 761, 1690]
story-kicker: শেষ পৃষ্ঠার পর bbox=[531, 1110, 591, 1122]
story-para: ইউনিসেফ সহায়তায় জাতীয় এই প্রতিবেদনে দেখা যায় দেশের শিশুদের বড় একটি অংশ বহুমাত্রিক দারিদ্র্যে রয়েছে। শিক্ষা, স্বাস্থ্য ও জীবনযাত্রার মানদণ্ডে এই পরিমাপ করা হয়। অনুষ্ঠানে পরিকল্পনা উপদেষ্টা বলেন, সামাজিক সুরক্ষা কর্মসূচি আরো কার্যকর করতে হবে। bbox=[1021, 1126, 1350, 1421]
story-headline[interactable]: জাতীয় চ্যালেঞ্জ মোকাবেলা ও bbox=[118, 1065, 413, 1094]
story-body bbox=[531, 1124, 1005, 2015]
lead-headline: ট্রাম্পের শুল্কের চ্যালেঞ্জে দেশের রফতানি bbox=[389, 103, 1163, 159]
col-divider bbox=[523, 1058, 524, 2382]
pullquote-ornament-top bbox=[760, 403, 781, 424]
signoff-email[interactable]: Mizan12bd@yahoo.com bbox=[1379, 865, 1520, 877]
lead-signoff bbox=[1266, 850, 1520, 879]
lead-col6-para: ইতিবাচক প্রভাব পড়বে। ট্রাম্প প্রশাসনের একতরফা কর ও বাণিজ্যনীতির প্রভাব থেকে নিজেদের রক্ষার জন্য বহুমুখীকরণ, নীতিগত সংস্কার ও পেশাদারি গবেষণা জরুরি। ট্রাম্প প্রশাসনের কর ও শুল্কনীতি উন্নয়নশীল এবং ক্ষুদ্র অর্থনীতিগুলোর জন্য এক দুঃস্বপ্নের নাম। এ ক্ষেত্রে সরকারের পাশাপাশি বেসরকারি খাত, আন্তর্জাতিক সংস্থা ও গবেষণা প্রতিষ্ঠানগুলোর সমন্বিত উদ্যোগ অত্যন্ত জরুরি। bbox=[1266, 202, 1520, 307]
story-kicker: শেষ পৃষ্ঠার পর bbox=[1021, 1672, 1082, 1684]
story-para: আলোচনা সভায় এসব কথা বলেন তিনি। ফখরুল বলেন, ‘মৌলিক বিষয়গুলোর সমাধান করে দ্রুত নির্বাচনের পথে এগোতে হবে।’ তিনি বলেন, গণতন্ত্রে ফিরতে হলে অবাধ ও সুষ্ঠু নির্বাচনের বিকল্প নেই। অনুষ্ঠানে বিএনপির স্থায়ী কমিটির সদস্যরা উপস্থিত ছিলেন। bbox=[357, 2007, 515, 2128]
story-para: কূটনীতিক, সাংবাদিক এবং বিশিষ্ট ব্যবসায়ী প্রতিনিধিসহ মোট ৪৫ জন অংশগ্রহণ করেন। জেনারেল ওয়াকার-উজ-জামান ক্যাম্পেইন কোর্সে সফলভাবে সম্পন্ন করার জন্য অংশগ্রহণকারীদের আন্তরিক অভিনন্দন জানান। তিনি জাতীয় নিরাপত্তা ও স্থিতিশীলতা রক্ষায় সমন্বিত উদ্যোগের গুরুত্ব তুলে ধরেন। bbox=[357, 1378, 515, 1514]
masthead bbox=[0, 0, 1540, 72]
lead-col2-para: তবে জাতীয় নিরাপত্তা, অভ্যন্তরীণ উৎপাদন রক্ষা বা বাণিজ্য ঘাটতি মোকাবেলার যুক্তি দেখিয়ে শুল্ক আরোপ করা হয়েছে। বাংলাদেশের রফতানি খাত বিশেষ করে তৈরী পোশাক শিল্প এই সিদ্ধান্তে সবচেয়ে বেশি ক্ষতিগ্রস্ত হতে পারে। যুক্তরাষ্ট্র বাংলাদেশের একক বৃহত্তম রফতানি বাজার। ট্রাম্প প্রশাসনের ২০২৫ সালে ঘোষিত তালিকায় নতুন শুল্ক হার নির্ধারণ করা হয়েছে। কানাডা, মেক্সিকো, চীন এবং ভিয়েতনামসহ বিভিন্ন দেশের ওপর ভিন্ন হারে শুল্ক আরোপিত হয়েছে। bbox=[270, 343, 519, 480]
lead-col3-para: ঘানার মতো দেশগুলোর এক্সপোর্ট গ্রোথ রেট ২০২৩ সালে মাত্র ৪০ শতাংশ পর্যন্ত হ্রাস পেয়েছে। বাংলাদেশের সাথে যুক্তরাষ্ট্রের রফতানি বাণিজ্য দ্বিতীয় অবস্থানে রয়েছে। ২০২৪ অর্থবছরে বাংলাদেশ যুক্তরাষ্ট্রে প্রায় ৮ দশমিক ৫ বিলিয়ন মার্কিন ডলার মূল্যের পণ্য রফতানি করেছে, যার মধ্যে পোশাক খাতের হিস্যা প্রায় ৮৫ শতাংশ। bbox=[539, 202, 764, 307]
story-para: কর্মসূচি ঘোষণা করে। আন্দোলনের অন্যতম সমন্বয়ক মাসুদ রানা সৌরভ বলেন, ‘আমাদের এই কর্মসূচি রাষ্ট্র সংস্কারের জন্য। জুলাইয়ে যারা শহীদ হয়েছেন তাদের রক্তের সাথে বেইমানি করা যাবে না।’ তিনি আরো বলেন, সরকার যদি দ্রুত জুলাই সনদ ঘোষণা না করে তাহলে আমরা রাজপথে নামব। bbox=[774, 1505, 1005, 1595]
newspaper-title: নয়া দিগন্ত bbox=[16, 31, 147, 69]
memorial-right-para: জেলা স্কুলে ১৯০৯ সালে তার প্রথম কাব্য জাতীয় মঙ্গল প্রকাশিত হয়। মুসলমানদের কাছে অনুপ্রাণিত করেছে। ১৯৩৩ সালের ৩০ নভেম্বর কবি মোজাম্মেল হক জীবনাবসান ঘটে। bbox=[1021, 900, 1520, 928]
story-para: আলোচনা সভায় এসব কথা বলেন তিনি। ফখরুল বলেন, ‘মৌলিক বিষয়গুলোর সমাধান করে দ্রুত নির্বাচনের পথে এগোতে হবে।’ তিনি বলেন, গণতন্ত্রে ফিরতে হলে অবাধ ও সুষ্ঠু নির্বাচনের বিকল্প নেই। অনুষ্ঠানে বিএনপির স্থায়ী কমিটির সদস্যরা উপস্থিত ছিলেন। bbox=[357, 1882, 515, 2003]
story-para: কর্মসূচি ঘোষণা করে। আন্দোলনের অন্যতম সমন্বয়ক মাসুদ রানা সৌরভ বলেন, ‘আমাদের এই কর্মসূচি রাষ্ট্র সংস্কারের জন্য। জুলাইয়ে যারা শহীদ হয়েছেন তাদের রক্তের সাথে বেইমানি করা যাবে না।’ তিনি আরো বলেন, সরকার যদি দ্রুত জুলাই সনদ ঘোষণা না করে তাহলে আমরা রাজপথে নামব। bbox=[774, 1600, 1005, 1690]
story-para: আন্দোলনের চেয়ারম্যান কাজী মনিরুজ্জামান মনির, জেলা বিএনপির সাধারণ সম্পাদক, জামায়াত ও অন্যান্য রাজনৈতিক দলের নেতারা। বক্তারা বলেন, বাগেরহাটের চারটি আসন বহাল রাখতে হবে। অন্যথায় কঠোর আন্দোলন গড়ে তোলা হবে। bbox=[774, 2163, 1005, 2237]
story-kicker: শেষ পৃষ্ঠার পর bbox=[16, 1110, 77, 1122]
pullquote bbox=[531, 425, 1013, 784]
story-para: কর্মসূচি ঘোষণা করে। আন্দোলনের অন্যতম সমন্বয়ক মাসুদ রানা সৌরভ বলেন, ‘আমাদের এই কর্মসূচি রাষ্ট্র সংস্কারের জন্য। জুলাইয়ে যারা শহীদ হয়েছেন তাদের রক্তের সাথে বেইমানি করা যাবে না।’ তিনি আরো বলেন, সরকার যদি দ্রুত জুলাই সনদ ঘোষণা না করে তাহলে আমরা রাজপথে নামব। bbox=[531, 1315, 761, 1405]
story-body bbox=[1021, 1686, 1520, 2379]
story-para: কূটনীতিক, সাংবাদিক এবং বিশিষ্ট ব্যবসায়ী প্রতিনিধিসহ মোট ৪৫ জন অংশগ্রহণ করেন। জেনারেল ওয়াকার-উজ-জামান ক্যাম্পেইন কোর্সে সফলভাবে সম্পন্ন করার জন্য অংশগ্রহণকারীদের আন্তরিক অভিনন্দন জানান। তিনি জাতীয় নিরাপত্তা ও স্থিতিশীলতা রক্ষায় সমন্বিত উদ্যোগের গুরুত্ব তুলে ধরেন। bbox=[16, 1267, 174, 1404]
memorial-right bbox=[1021, 899, 1520, 1044]
lead-col5-para: অর্থনৈতিক বিপর্যয় ডেকে আনতে পারে যদি এখনই কার্যকর কূটনৈতিক ও বাণিজ্যিক পদক্ষেপ গ্রহণ করা না হয়। ট্রাম্প প্রশাসনের প্রথম মেয়াদে (২০১৭-২১) যুক্তরাষ্ট্রে ট্যাক্স কাট ও জবস আইনের আওতায় করপোরেট কর হার ৩৫ শতাংশ থেকে ২১ শতাংশে নামিয়ে আনা হয়। Business Processing Outsourcing (BPO) খাতে প্রবৃদ্ধি ঘটেছে। High Tax Jurisdiction হিসেবে আখ্যায়িত করে বিনিয়োগে নিরুৎসাহিত করা হয়েছে। bbox=[1021, 343, 1250, 480]
lead-below-para: রফতানি কমে গেলে শিল্প খাতে কর্মসংস্থান কমবে, ফলে গ্রামীণ অর্থনীতিতে মন্দা দেখা দেবে, দারিদ্র্য হার বাড়বে। bbox=[780, 819, 1005, 862]
story-kicker: শেষ পৃষ্ঠার পর bbox=[1021, 1110, 1082, 1122]
story-para: ইউনিসেফ সহায়তায় জাতীয় এই প্রতিবেদনে দেখা যায় দেশের শিশুদের বড় একটি অংশ বহুমাত্রিক দারিদ্র্যে রয়েছে। শিক্ষা, স্বাস্থ্য ও জীবনযাত্রার মানদণ্ডে এই পরিমাপ করা হয়। অনুষ্ঠানে পরিকল্পনা উপদেষ্টা বলেন, সামাজিক সুরক্ষা কর্মসূচি আরো কার্যকর করতে হবে। bbox=[1191, 1205, 1350, 1326]
story-para: ইউনিসেফ সহায়তায় জাতীয় এই প্রতিবেদনে দেখা যায় দেশের শিশুদের বড় একটি অংশ বহুমাত্রিক দারিদ্র্যে রয়েছে। শিক্ষা, স্বাস্থ্য ও জীবনযাত্রার মানদণ্ডে এই পরিমাপ করা হয়। অনুষ্ঠানে পরিকল্পনা উপদেষ্টা বলেন, সামাজিক সুরক্ষা কর্মসূচি আরো কার্যকর করতে হবে। bbox=[1362, 1284, 1520, 1405]
story-para: আলোচনা সভায় এসব কথা বলেন তিনি। ফখরুল বলেন, ‘মৌলিক বিষয়গুলোর সমাধান করে দ্রুত নির্বাচনের পথে এগোতে হবে।’ তিনি বলেন, গণতন্ত্রে ফিরতে হলে অবাধ ও সুষ্ঠু নির্বাচনের বিকল্প নেই। অনুষ্ঠানে বিএনপির স্থায়ী কমিটির সদস্যরা উপস্থিত ছিলেন। bbox=[186, 1930, 345, 2051]
lead-col2-para: তবে জাতীয় নিরাপত্তা, অভ্যন্তরীণ উৎপাদন রক্ষা বা বাণিজ্য ঘাটতি মোকাবেলার যুক্তি দেখিয়ে শুল্ক আরোপ করা হয়েছে। বাংলাদেশের রফতানি খাত বিশেষ করে তৈরী পোশাক শিল্প এই সিদ্ধান্তে সবচেয়ে বেশি ক্ষতিগ্রস্ত হতে পারে। যুক্তরাষ্ট্র বাংলাদেশের একক বৃহত্তম রফতানি বাজার। ট্রাম্প প্রশাসনের ২০২৫ সালে ঘোষিত তালিকায় নতুন শুল্ক হার নির্ধারণ করা হয়েছে। কানাডা, মেক্সিকো, চীন এবং ভিয়েতনামসহ বিভিন্ন দেশের ওপর ভিন্ন হারে শুল্ক আরোপিত হয়েছে। bbox=[270, 485, 519, 621]
story-headline[interactable]: মৌলিক সংস্কার করে দ্রুত নির্বাচন হলেই bbox=[98, 1779, 433, 1803]
lead-column-5 bbox=[1021, 200, 1250, 882]
memorial-left bbox=[16, 899, 515, 1044]
